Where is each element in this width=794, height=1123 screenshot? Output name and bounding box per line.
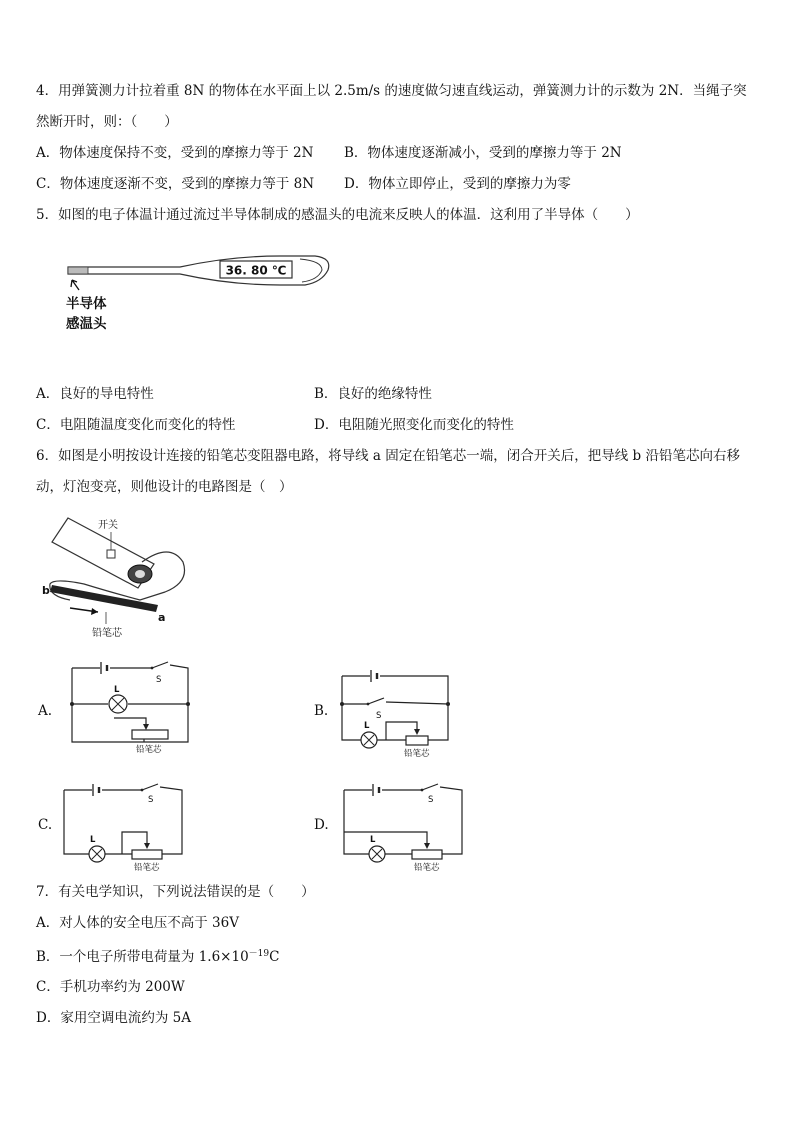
circuit-a-switch-label: S [156, 675, 162, 685]
circuit-d-switch-label: S [428, 795, 434, 805]
q4-stem-line2: 然断开时，则：（ ） [36, 114, 178, 130]
q4-option-a: A．物体速度保持不变，受到的摩擦力等于 2N [36, 145, 314, 161]
circuit-c [62, 782, 186, 874]
q7-option-c: C．手机功率约为 200W [36, 979, 185, 995]
thermometer-display: 36. 80 ℃ [225, 263, 287, 278]
sensor-label-line1: 半导体 [66, 296, 107, 312]
q4-stem-line1: 4．用弹簧测力计拉着重 8N 的物体在水平面上以 2.5m/s 的速度做匀速直线运动，弹簧测力计的示数为 2N．当绳子突 [36, 83, 747, 99]
circuit-d-lamp-label: L [370, 835, 376, 845]
q6-option-b-label: B. [314, 703, 329, 719]
q7-stem: 7．有关电学知识，下列说法错误的是（ ） [36, 884, 315, 900]
q7-option-d: D．家用空调电流约为 5A [36, 1010, 191, 1026]
wire-a-label: a [158, 611, 166, 624]
q6-option-c-label: C. [38, 817, 53, 833]
q6-option-d-label: D. [314, 817, 329, 833]
circuit-c-rheostat-label: 铅笔芯 [134, 863, 160, 873]
pencil-rheostat-figure [40, 512, 200, 642]
sensor-label-line2: 感温头 [66, 316, 107, 332]
q6-option-a-label: A. [38, 703, 53, 719]
circuit-d [342, 782, 466, 874]
pencil-lead-label: 铅笔芯 [92, 628, 122, 639]
q5-option-d: D．电阻随光照变化而变化的特性 [314, 417, 514, 433]
q5-option-b: B．良好的绝缘特性 [314, 386, 432, 402]
circuit-a-lamp-label: L [114, 685, 120, 695]
q7-option-b-text: B．一个电子所带电荷量为 1.6×10 [36, 949, 249, 965]
q5-option-a: A．良好的导电特性 [36, 386, 154, 402]
switch-label: 开关 [98, 520, 118, 531]
circuit-a-rheostat-label: 铅笔芯 [136, 745, 162, 755]
q7-option-b-unit: C [269, 949, 280, 965]
circuit-b [340, 664, 452, 760]
q6-stem-line2: 动，灯泡变亮，则他设计的电路图是（ ） [36, 479, 293, 495]
circuit-c-lamp-label: L [90, 835, 96, 845]
q6-stem-line1: 6．如图是小明按设计连接的铅笔芯变阻器电路，将导线 a 固定在铅笔芯一端，闭合开关后，把导线 b 沿铅笔芯向右移 [36, 448, 740, 464]
wire-b-label: b [42, 584, 50, 597]
q4-option-d: D．物体立即停止，受到的摩擦力为零 [344, 176, 571, 192]
circuit-a [70, 660, 190, 760]
q4-option-b: B．物体速度逐渐减小，受到的摩擦力等于 2N [344, 145, 622, 161]
q5-stem: 5．如图的电子体温计通过流过半导体制成的感温头的电流来反映人的体温．这利用了半导体（ ） [36, 207, 639, 223]
q7-option-a: A．对人体的安全电压不高于 36V [36, 915, 239, 931]
q4-option-c: C．物体速度逐渐不变，受到的摩擦力等于 8N [36, 176, 315, 192]
circuit-b-rheostat-label: 铅笔芯 [404, 749, 430, 759]
circuit-d-rheostat-label: 铅笔芯 [414, 863, 440, 873]
thermometer-figure [60, 250, 350, 340]
q7-option-b-exponent: －19 [248, 949, 270, 959]
circuit-b-switch-label: S [376, 711, 382, 721]
circuit-c-switch-label: S [148, 795, 154, 805]
circuit-b-lamp-label: L [364, 721, 370, 731]
q7-option-b [36, 944, 279, 967]
q5-option-c: C．电阻随温度变化而变化的特性 [36, 417, 236, 433]
